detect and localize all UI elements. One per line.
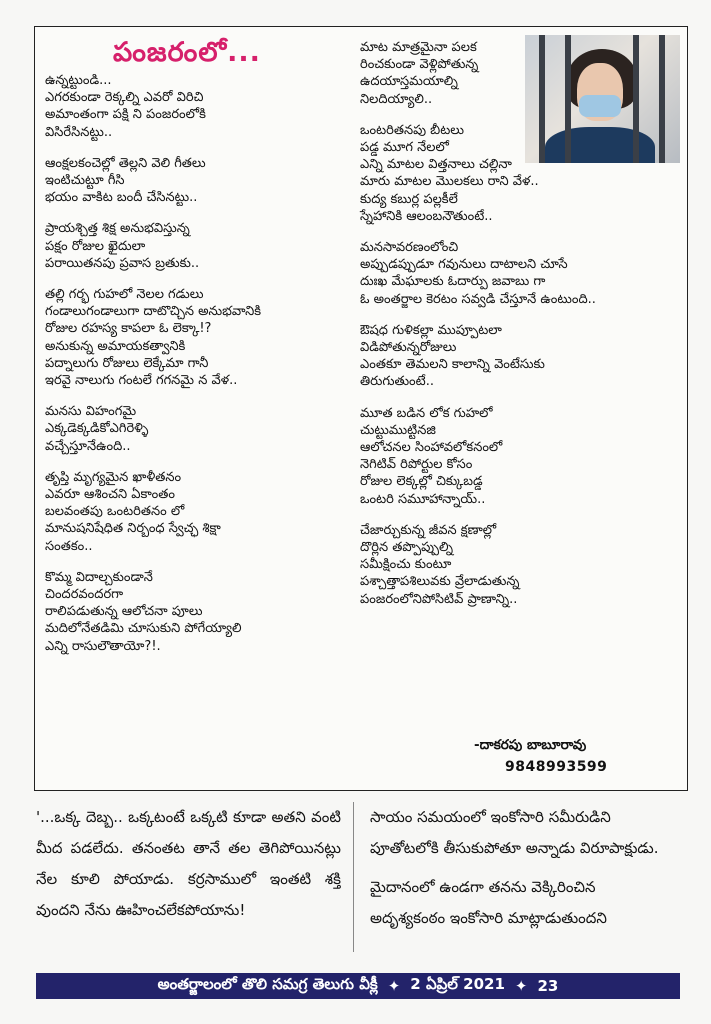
poem-line: ఆలోచనల సింహావలోకనంలో [360, 440, 503, 456]
poem-line: బలవంతపు ఒంటరితనం లో [45, 504, 185, 520]
poem-stanza [360, 322, 680, 391]
poem-line: ఒంటరితనపు బీటలు [360, 122, 464, 138]
poem-line: మనసావరణంలోంచి [360, 240, 459, 256]
footer-separator: ✦ [514, 977, 528, 995]
poem-line: అప్పుడప్పుడూ గవునులు దాటాలని చూసే [360, 257, 568, 273]
poem-line: ఇరవై నాలుగు గంటలే గగనమై న వేళ.. [45, 373, 238, 389]
poem-line: భయం వాకిట బందీ చేసినట్టు.. [45, 190, 198, 206]
poem-line: నెగిటివ్ రిపోర్టుల కోసం [360, 457, 473, 473]
poem-line: తిరుగుతుంటే.. [360, 374, 434, 390]
poem-line: మూత బడిన లోక గుహలో [360, 405, 493, 421]
story-paragraph: సాయం సమయంలో ఇంకోసారి సమీరుడిని పూతోటలోకి తీసుకుపోతూ అన్నాడు విరూపాక్షుడు. [370, 808, 659, 857]
page-number: 23 [537, 977, 559, 995]
poem-author: -దాకరపు బాబూరావు [474, 737, 587, 753]
poem-line: కుద్య కబుర్ల పల్లకీలే [360, 191, 458, 207]
poem-line: మనసు విహంగమై [45, 404, 137, 420]
poem-stanza [45, 220, 365, 272]
poem-line: వచ్చేస్తూనేఉంది.. [45, 438, 131, 454]
poem-line: తృప్తి మృగ్యమైన ఖాళీతనం [45, 469, 182, 485]
poem-line: పక్షం రోజుల ఖైదులా [45, 238, 146, 254]
poem-line: ఎక్కడెక్కడికోఎగిరెళ్ళి [45, 421, 149, 437]
poem-line: చుట్టుముట్టినజి [360, 422, 436, 438]
page-footer [36, 973, 680, 999]
poem-line: ఎగరకుండా రెక్కల్ని ఎవరో విరిచి [45, 90, 204, 106]
poem-line: రించకుండా వెళ్లిపోతున్న [360, 57, 479, 73]
poem-line: గండాలుగండాలుగా దాటొచ్చిన అనుభవానికి [45, 304, 262, 320]
poem-line: ఎంతకూ తెమలని కాలాన్ని వెంటేసుకు [360, 357, 545, 373]
poem-line: స్నేహానికి ఆలంబనౌతుంటే.. [360, 208, 493, 224]
poem-line: విసిరేసినట్టు.. [45, 124, 113, 140]
poem-line: ఎవరూ ఆశించని ఏకాంతం [45, 487, 175, 503]
poem-stanza [45, 286, 365, 389]
poem-photo [525, 35, 680, 163]
poem-line: మారు మాటల మొలకలు రాని వేళ.. [360, 174, 539, 190]
poem-title: పంజరంలో... [113, 37, 261, 68]
poem-stanza [360, 522, 680, 608]
poem-line: పడ్డ మూగ నేలలో [360, 140, 449, 156]
poem-line: ఎన్ని మాటల విత్తనాలు చల్లినా [360, 157, 512, 173]
story-paragraph: '...ఒక్క దెబ్బ.. ఒక్కటంటే ఒక్కటి కూడా అతని వంటి మీద పడలేదు. తనంతట తానే తల తెగిపోయినట్లు నేల కూలి పోయాడు. కర్రసాములో ఇంతటి శక్తి వుందని నేను ఊహించలేకపోయాను! [36, 808, 341, 919]
poem-line: పరాయితనపు ప్రవాస బ్రతుకు.. [45, 255, 200, 271]
poem-line: పశ్చాత్తాపశిలువకు వ్రేలాడుతున్న [360, 574, 520, 590]
poem-stanza [45, 569, 365, 655]
column-divider [353, 802, 354, 952]
poem-line: ప్రాయశ్చిత్త శిక్ష అనుభవిస్తున్న [45, 221, 190, 237]
poem-line: మానుషనిషేధిత నిర్బంధ స్వేచ్ఛ శిక్షా [45, 521, 221, 537]
poem-line: ఒంటరి సమూహాన్నాయ్.. [360, 491, 486, 507]
poem-line: ఉన్నట్టుండి... [45, 73, 112, 88]
poem-stanza [45, 403, 365, 455]
poem-stanza [45, 155, 365, 207]
poem-left-column [45, 36, 365, 669]
poem-line: పద్నాలుగు రోజులు లెక్కేమా గానీ [45, 355, 209, 371]
footer-date: 2 ఏప్రిల్ 2021 [410, 975, 505, 993]
photo-bar [565, 35, 571, 163]
poem-author-phone: 9848993599 [505, 759, 608, 775]
poem-line: తల్లి గర్భ గుహలో నెలల గడులు [45, 287, 204, 303]
poem-line: ఉదయాస్తమయాల్ని [360, 74, 458, 90]
poem-line: అనుకున్న అమాయకత్వానికి [45, 338, 186, 354]
poem-box [34, 26, 688, 791]
poem-line: దొర్లిన తప్పొప్పుల్ని [360, 540, 454, 556]
poem-line: చిందరవందరగా [45, 587, 124, 603]
story-right-column [370, 802, 673, 942]
story-left-column [36, 802, 341, 934]
poem-line: నిలదియ్యాలి.. [360, 91, 433, 107]
poem-line: ఓ అంతర్జాల కెరటం సవ్వడి చేస్తూనే ఉంటుంది.. [360, 291, 596, 307]
photo-face-mask [579, 95, 621, 117]
photo-bar [633, 35, 639, 163]
poem-stanza [360, 239, 680, 308]
poem-stanza [360, 405, 680, 508]
poem-stanza [45, 469, 365, 555]
poem-line: ఔషధ గుళికల్లా ముప్పూటలా [360, 322, 502, 338]
poem-stanza [45, 72, 365, 141]
footer-title: అంతర్జాలంలో తొలి సమగ్ర తెలుగు వీక్లీ [157, 975, 378, 993]
footer-separator: ✦ [387, 977, 401, 995]
poem-line: ఆంక్షలకంచెల్లో తెల్లని వెలి గీతలు [45, 155, 206, 171]
poem-line: అమాంతంగా పక్షి ని పంజరంలోకి [45, 107, 206, 123]
photo-bar [659, 35, 665, 163]
poem-line: సమీక్షించు కుంటూ [360, 557, 452, 573]
poem-line: మాట మాత్రమైనా పలక [360, 40, 477, 55]
poem-line: కొమ్మ విదాల్చకుండానే [45, 569, 153, 585]
poem-line: మదిలోనేతడిమి చూసుకుని పోగేయ్యాలి [45, 621, 242, 637]
poem-line: దుఃఖ మేఘాలకు ఓదార్పు జవాబు గా [360, 274, 546, 290]
poem-line: ఇంటిచుట్టూ గీసి [45, 173, 125, 189]
poem-line: ఎన్ని రాసులౌతాయో?!. [45, 638, 161, 654]
poem-line: రాలిపడుతున్న ఆలోచనా పూలు [45, 604, 203, 620]
story-paragraph: మైదానంలో ఉండగా తనను వెక్కిరించిన అదృశ్యకంఠం ఇంకోసారి మాట్లాడుతుందని [370, 878, 607, 927]
poem-line: సంతకం.. [45, 538, 93, 554]
poem-line: పంజరంలోనిపోసిటివ్ ప్రాణాన్ని.. [360, 591, 518, 607]
poem-line: రోజుల లెక్కల్లో చిక్కుబడ్డ [360, 474, 483, 490]
poem-line: విడిపోతున్నరోజులు [360, 340, 457, 356]
poem-line: చేజార్చుకున్న జీవన క్షణాల్లో [360, 522, 497, 538]
photo-bar [539, 35, 545, 163]
poem-line: రోజుల రహస్య కాపలా ఓ లెక్కా!? [45, 321, 212, 337]
